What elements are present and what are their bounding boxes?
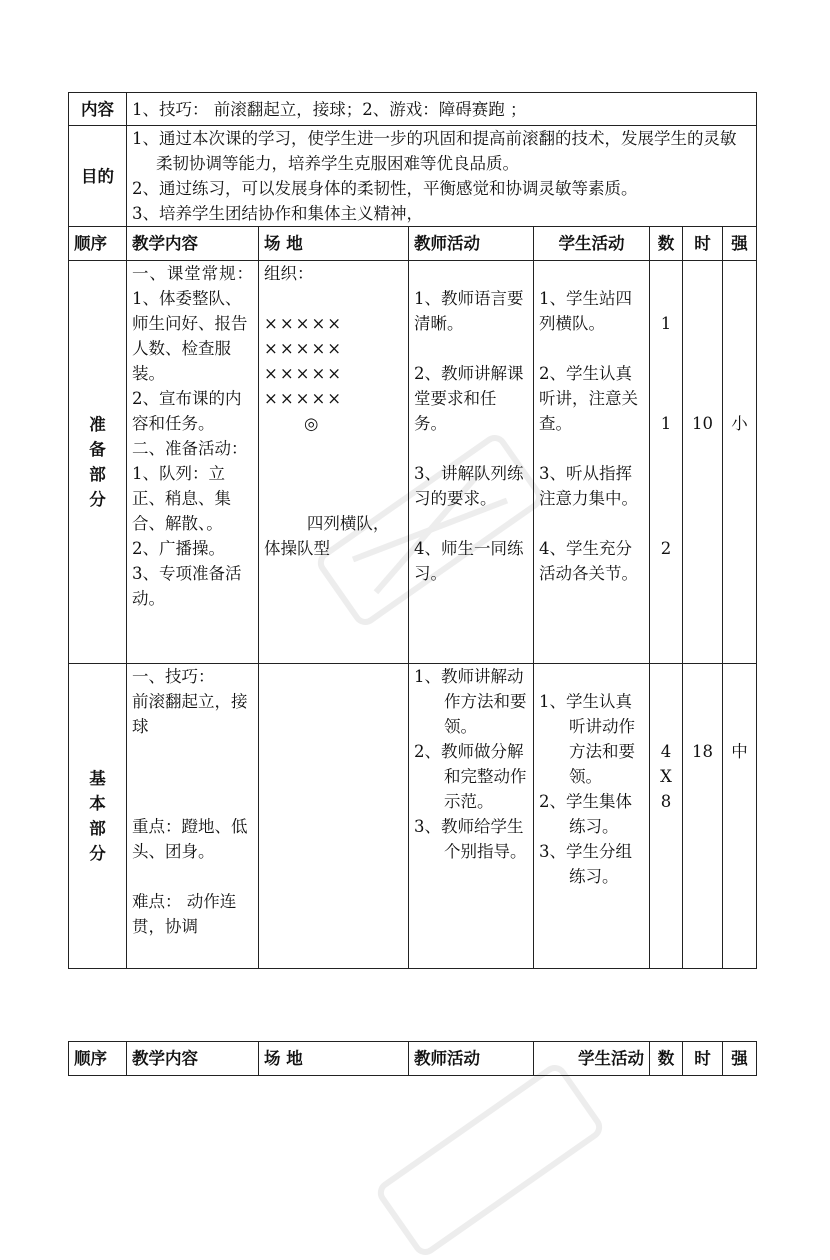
prep-content-7: 3、专项准备活动。: [132, 564, 242, 608]
header-order: 顺序: [69, 227, 127, 261]
basic-student-2: 2、学生集体练习。: [539, 792, 632, 836]
basic-time: 18: [692, 742, 713, 761]
header-student-2: 学生活动: [534, 1042, 650, 1076]
prep-count-3: 2: [660, 539, 672, 558]
basic-count-1: 4: [660, 742, 672, 761]
watermark-seal-bottom: [340, 1060, 640, 1260]
header-student: 学生活动: [534, 227, 650, 261]
basic-content-item: 前滚翻起立，接球: [132, 692, 248, 736]
prep-label: 准备部分: [89, 415, 106, 509]
content-text: 1、技巧： 前滚翻起立，接球；2、游戏：障碍赛跑 ；: [127, 93, 757, 126]
basic-teacher-2: 2、教师做分解和完整动作示范。: [414, 742, 527, 811]
venue-title: 组织：: [264, 264, 314, 283]
goal-1: 1、通过本次课的学习，使学生进一步的巩固和提高前滚翻的技术，发展学生的灵敏柔韧协调等能力，培养学生克服困难等优良品质。: [132, 129, 737, 173]
prep-teacher-1: 1、教师语言要清晰。: [414, 289, 524, 333]
prep-content-2: 1、体委整队、师生问好、报告人数、检查服装。: [132, 289, 248, 383]
prep-content-1: 一、课堂常规：: [132, 264, 253, 283]
header-teacher-2: 教师活动: [409, 1042, 534, 1076]
header-time-2: 时: [683, 1042, 723, 1076]
header-content-2: 教学内容: [127, 1042, 259, 1076]
header-content: 教学内容: [127, 227, 259, 261]
basic-key-point: 重点：蹬地、低头、团身。: [132, 817, 248, 861]
goal-2: 2、通过练习，可以发展身体的柔韧性，平衡感觉和协调灵敏等素质。: [132, 179, 638, 198]
prep-content-3: 2、宣布课的内容和任务。: [132, 389, 242, 433]
prep-content-4: 二、准备活动：: [132, 439, 248, 458]
basic-content-title: 一、技巧：: [132, 667, 215, 686]
basic-teacher-3: 3、教师给学生个别指导。: [414, 817, 527, 861]
prep-teacher-3: 3、讲解队列练习的要求。: [414, 464, 524, 508]
basic-row: [69, 664, 757, 969]
prep-count-2: 1: [660, 414, 672, 433]
formation-row-1: ×××××: [264, 314, 344, 333]
prep-student-2: 2、学生认真听讲，注意关查。: [539, 364, 638, 433]
prep-content-6: 2、广播操。: [132, 539, 225, 558]
formation-row-2: ×××××: [264, 339, 344, 358]
lesson-table: [68, 92, 757, 969]
prep-row: [69, 261, 757, 664]
goal-3: 3、培养学生团结协作和集体主义精神，: [132, 204, 423, 223]
table-header-row-2: [69, 1042, 757, 1076]
formation-row-3: ×××××: [264, 364, 344, 383]
header-order-2: 顺序: [69, 1042, 127, 1076]
basic-count-3: 8: [660, 792, 672, 811]
formation-row-4: ×××××: [264, 389, 344, 408]
header-venue-2: 场 地: [259, 1042, 409, 1076]
prep-student-1: 1、学生站四列横队。: [539, 289, 632, 333]
header-time: 时: [683, 227, 723, 261]
header-count-2: 数: [650, 1042, 683, 1076]
header-count: 数: [650, 227, 683, 261]
basic-label: 基本部分: [89, 769, 106, 863]
prep-intensity: 小: [731, 414, 748, 433]
prep-count-1: 1: [660, 314, 672, 333]
prep-student-4: 4、学生充分活动各关节。: [539, 539, 638, 583]
prep-content-5: 1、队列：立正、稍息、集合、解散、。: [132, 464, 231, 533]
basic-intensity: 中: [731, 742, 748, 761]
prep-teacher-4: 4、师生一同练习。: [414, 539, 524, 583]
basic-difficulty: 难点： 动作连贯，协调: [132, 892, 237, 936]
goal-label: 目的: [69, 126, 127, 227]
header-teacher: 教师活动: [409, 227, 534, 261]
prep-teacher-2: 2、教师讲解课堂要求和任务。: [414, 364, 524, 433]
content-label: 内容: [69, 93, 127, 126]
basic-student-1: 1、学生认真听讲动作方法和要领。: [539, 692, 635, 786]
basic-student-3: 3、学生分组练习。: [539, 842, 632, 886]
basic-teacher-1: 1、教师讲解动作方法和要领。: [414, 667, 527, 736]
formation-caption: 四列横队，体操队型: [264, 514, 390, 558]
next-page-header-table: [68, 1041, 757, 1076]
header-intensity-2: 强: [723, 1042, 757, 1076]
prep-time: 10: [692, 414, 713, 433]
header-intensity: 强: [723, 227, 757, 261]
teacher-position-mark: ◎: [304, 414, 319, 433]
table-header-row: [69, 227, 757, 261]
header-venue: 场 地: [259, 227, 409, 261]
basic-count-2: X: [660, 767, 672, 786]
prep-student-3: 3、听从指挥注意力集中。: [539, 464, 638, 508]
